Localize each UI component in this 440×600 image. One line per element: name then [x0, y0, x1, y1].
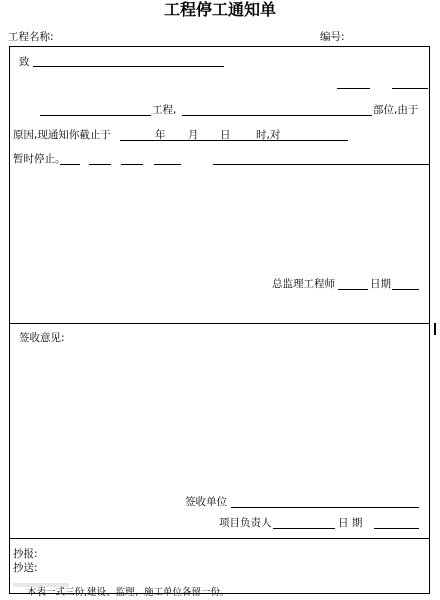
footnote: 本表一式三份,建设、监理、施工单位各留一份。: [27, 587, 230, 598]
stop-line-3[interactable]: [121, 164, 143, 165]
stop-text: 暂时停止。: [13, 153, 66, 165]
blank-line-1[interactable]: [337, 88, 370, 89]
stop-line-1[interactable]: [60, 164, 80, 165]
project-word: 工程,: [152, 104, 177, 116]
project-line[interactable]: [40, 115, 151, 116]
to-line[interactable]: [33, 66, 224, 67]
year-label: 年: [155, 129, 166, 141]
reason-text: 原因,现通知你截止于: [13, 129, 111, 141]
section-divider-receipt: [9, 323, 430, 324]
send-label: 抄送:: [13, 562, 38, 574]
to-label: 致: [19, 56, 30, 68]
section-divider-copy: [9, 538, 430, 539]
manager-label: 项目负责人: [219, 517, 272, 529]
supervisor-date-label: 日期: [370, 278, 391, 290]
part-word: 部位,由于: [373, 104, 419, 116]
form-title: 工程停工通知单: [163, 0, 276, 19]
stop-line-4[interactable]: [154, 164, 181, 165]
receipt-date-label: 日 期: [338, 517, 363, 529]
day-label: 日: [220, 129, 231, 141]
manager-line[interactable]: [273, 528, 335, 529]
hour-label: 时,对: [256, 129, 281, 141]
opinion-label: 签收意见:: [19, 332, 65, 344]
receipt-date-line[interactable]: [374, 528, 419, 529]
part-line[interactable]: [182, 115, 372, 116]
supervisor-label: 总监理工程师: [272, 278, 335, 290]
month-label: 月: [188, 129, 199, 141]
unit-label: 签收单位: [185, 496, 227, 508]
supervisor-sign-line[interactable]: [338, 289, 368, 290]
stop-line-2[interactable]: [89, 164, 111, 165]
number-label: 编号:: [320, 31, 345, 43]
project-name-label: 工程名称:: [8, 31, 54, 43]
stop-line-5[interactable]: [213, 164, 430, 165]
supervisor-date-line[interactable]: [392, 289, 419, 290]
blank-line-2[interactable]: [392, 88, 428, 89]
cc-label: 抄报:: [13, 548, 38, 560]
unit-line[interactable]: [231, 507, 419, 508]
edge-mark: [434, 323, 436, 335]
